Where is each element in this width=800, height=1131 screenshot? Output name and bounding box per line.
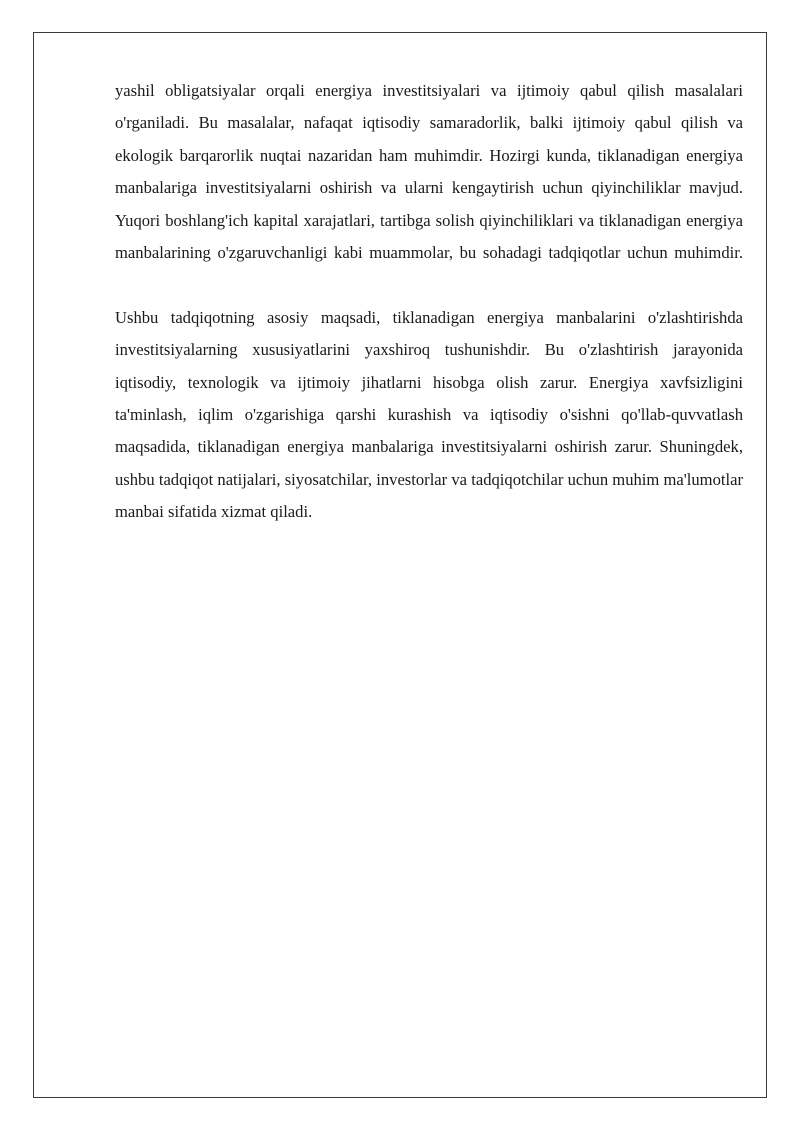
page-frame: [33, 32, 767, 1098]
page-body: [115, 75, 743, 529]
paragraph-1: yashil obligatsiyalar orqali energiya investitsiyalari va ijtimoiy qabul qilish masalalari o'rganiladi. Bu masalalar, nafaqat iqtisodiy samaradorlik, balki ijtimoiy qabul qilish va ekologik barqarorlik nuqtai nazaridan ham muhimdir. Hozirgi kunda, tiklanadigan energiya manbalariga investitsiyalarni oshirish va ularni kengaytirish uchun qiyinchiliklar mavjud. Yuqori boshlang'ich kapital xarajatlari, tartibga solish qiyinchiliklari va tiklanadigan energiya manbalarining o'zgaruvchanligi kabi muammolar, bu sohadagi tadqiqotlar uchun muhimdir.: [115, 81, 743, 263]
paragraph-2: Ushbu tadqiqotning asosiy maqsadi, tiklanadigan energiya manbalarini o'zlashtirishda investitsiyalarning xususiyatlarini yaxshiroq tushunishdir. Bu o'zlashtirish jarayonida iqtisodiy, texnologik va ijtimoiy jihatlarni hisobga olish zarur. Energiya xavfsizligini ta'minlash, iqlim o'zgarishiga qarshi kurashish va iqtisodiy o'sishni qo'llab-quvvatlash maqsadida, tiklanadigan energiya manbalariga investitsiyalarni oshirish zarur. Shuningdek, ushbu tadqiqot natijalari, siyosatchilar, investorlar va tadqiqotchilar uchun muhim ma'lumotlar manbai sifatida xizmat qiladi.: [115, 307, 743, 522]
